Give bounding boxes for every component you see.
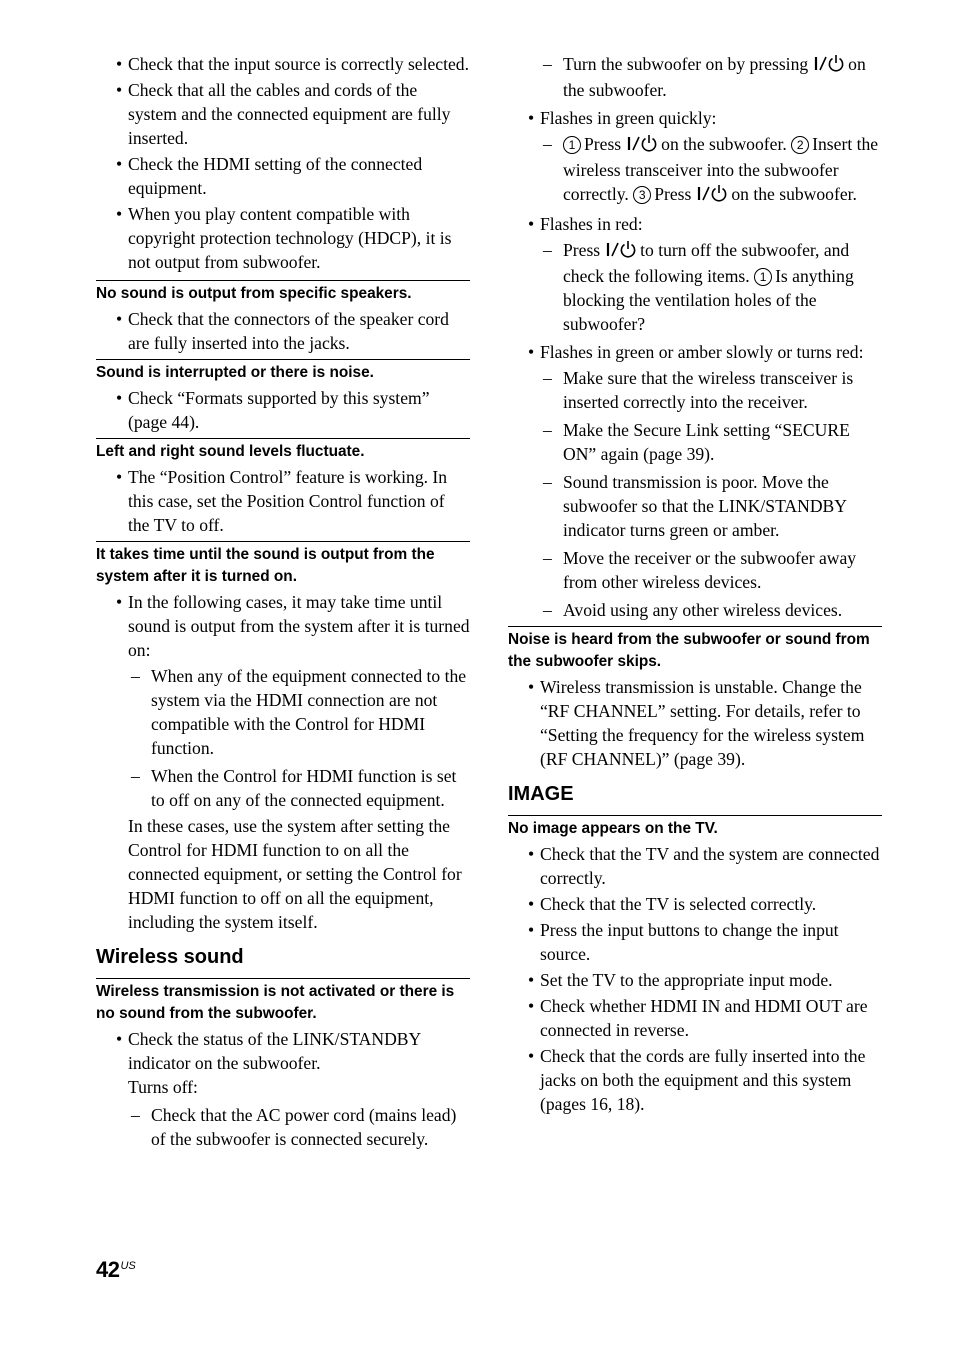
list-item: • Check “Formats supported by this system” (page 44). xyxy=(96,386,470,434)
text: Turn the subwoofer on by pressing xyxy=(563,54,809,74)
list-item: • Set the TV to the appropriate input mode. xyxy=(508,968,882,992)
list-item: • Check that the cords are fully inserted into the jacks on both the equipment and this system (pages 16, 18). xyxy=(508,1044,882,1116)
step-number: 1 xyxy=(754,268,772,286)
subheading-no-image: No image appears on the TV. xyxy=(508,815,882,840)
subheading-noise: Noise is heard from the subwoofer or sound from the subwoofer skips. xyxy=(508,626,882,673)
list-item: • Flashes in green or amber slowly or turns red: xyxy=(508,340,882,364)
dash-item: – Move the receiver or the subwoofer away from other wireless devices. xyxy=(508,546,882,594)
dash-item: – Avoid using any other wireless devices. xyxy=(508,598,882,622)
dash-item: – Check that the AC power cord (mains lead) of the subwoofer is connected securely. xyxy=(96,1103,470,1151)
power-icon xyxy=(624,134,658,158)
subheading-takes-time: It takes time until the sound is output from the system after it is turned on. xyxy=(96,541,470,588)
region-code: US xyxy=(120,1260,136,1272)
list-item: • Wireless transmission is unstable. Change the “RF CHANNEL” setting. For details, refer to “Setting the frequency for the wireless system (RF CHANNEL)” (page 39). xyxy=(508,675,882,771)
paragraph-turns-off: Turns off: xyxy=(128,1077,198,1097)
dash-item: – When any of the equipment connected to the system via the HDMI connection are not compatible with the Control for HDMI function. xyxy=(96,664,470,760)
dash-item: – Make the Secure Link setting “SECURE ON” again (page 39). xyxy=(508,418,882,466)
text: Is anything blocking the ventilation holes of the subwoofer? xyxy=(563,266,854,334)
dash-item-red xyxy=(508,238,882,336)
step-number: 2 xyxy=(791,136,809,154)
list-item: • When you play content compatible with copyright protection technology (HDCP), it is not output from subwoofer. xyxy=(96,202,470,274)
page-number xyxy=(96,1257,136,1283)
power-icon xyxy=(811,54,845,78)
paragraph: In these cases, use the system after setting the Control for HDMI function to on all the connected equipment, or setting the Control for HDMI function to off on all the equipment, including the system itself. xyxy=(128,816,462,932)
text: on the subwoofer. xyxy=(661,134,787,154)
list-item: • Check that the connectors of the speaker cord are fully inserted into the jacks. xyxy=(96,307,470,355)
dash-item-turn-on xyxy=(508,52,882,102)
list-item: • Check whether HDMI IN and HDMI OUT are connected in reverse. xyxy=(508,994,882,1042)
dash-item: – When the Control for HDMI function is set to off on any of the connected equipment. xyxy=(96,764,470,812)
list-item: • Check that the TV and the system are connected correctly. xyxy=(508,842,882,890)
left-column xyxy=(96,52,470,1155)
power-icon xyxy=(603,240,637,264)
power-icon xyxy=(694,184,728,208)
list-item: • Check that the input source is correctly selected. xyxy=(96,52,470,76)
text: Press xyxy=(654,184,692,204)
list-item: • Press the input buttons to change the input source. xyxy=(508,918,882,966)
section-title-wireless-sound: Wireless sound xyxy=(96,946,244,968)
step-number: 3 xyxy=(633,186,651,204)
list-item: • Check that all the cables and cords of the system and the connected equipment are fully inserted. xyxy=(96,78,470,150)
text: on the subwoofer. xyxy=(563,54,866,100)
list-item: • Flashes in green quickly: xyxy=(508,106,882,130)
section-title-image: IMAGE xyxy=(508,783,574,805)
page-number-value: 42 xyxy=(96,1257,120,1282)
list-item: • Flashes in red: xyxy=(508,212,882,236)
dash-item: – Make sure that the wireless transceiver is inserted correctly into the receiver. xyxy=(508,366,882,414)
dash-item: – Sound transmission is poor. Move the subwoofer so that the LINK/STANDBY indicator turns green or amber. xyxy=(508,470,882,542)
right-column xyxy=(508,52,882,1118)
subheading-wireless-not-activated: Wireless transmission is not activated or there is no sound from the subwoofer. xyxy=(96,978,470,1025)
subheading-fluctuate: Left and right sound levels fluctuate. xyxy=(96,438,470,463)
list-item: • Check the HDMI setting of the connected equipment. xyxy=(96,152,470,200)
subheading-interrupted: Sound is interrupted or there is noise. xyxy=(96,359,470,384)
text: Press xyxy=(584,134,622,154)
text: Insert the wireless transceiver into the subwoofer correctly. xyxy=(563,134,879,204)
text: to turn off the subwoofer, and check the following items. xyxy=(563,240,850,286)
text: on the subwoofer. xyxy=(731,184,857,204)
list-item: • Check that the TV is selected correctly. xyxy=(508,892,882,916)
list-item: • Check the status of the LINK/STANDBY indicator on the subwoofer. xyxy=(96,1027,470,1075)
text: Press xyxy=(563,240,601,260)
subheading-specific-speakers: No sound is output from specific speakers. xyxy=(96,280,470,305)
dash-item-green-quickly xyxy=(508,132,882,208)
list-item: • The “Position Control” feature is working. In this case, set the Position Control function of the TV to off. xyxy=(96,465,470,537)
list-item: • In the following cases, it may take time until sound is output from the system after it is turned on: xyxy=(96,590,470,662)
step-number: 1 xyxy=(563,136,581,154)
